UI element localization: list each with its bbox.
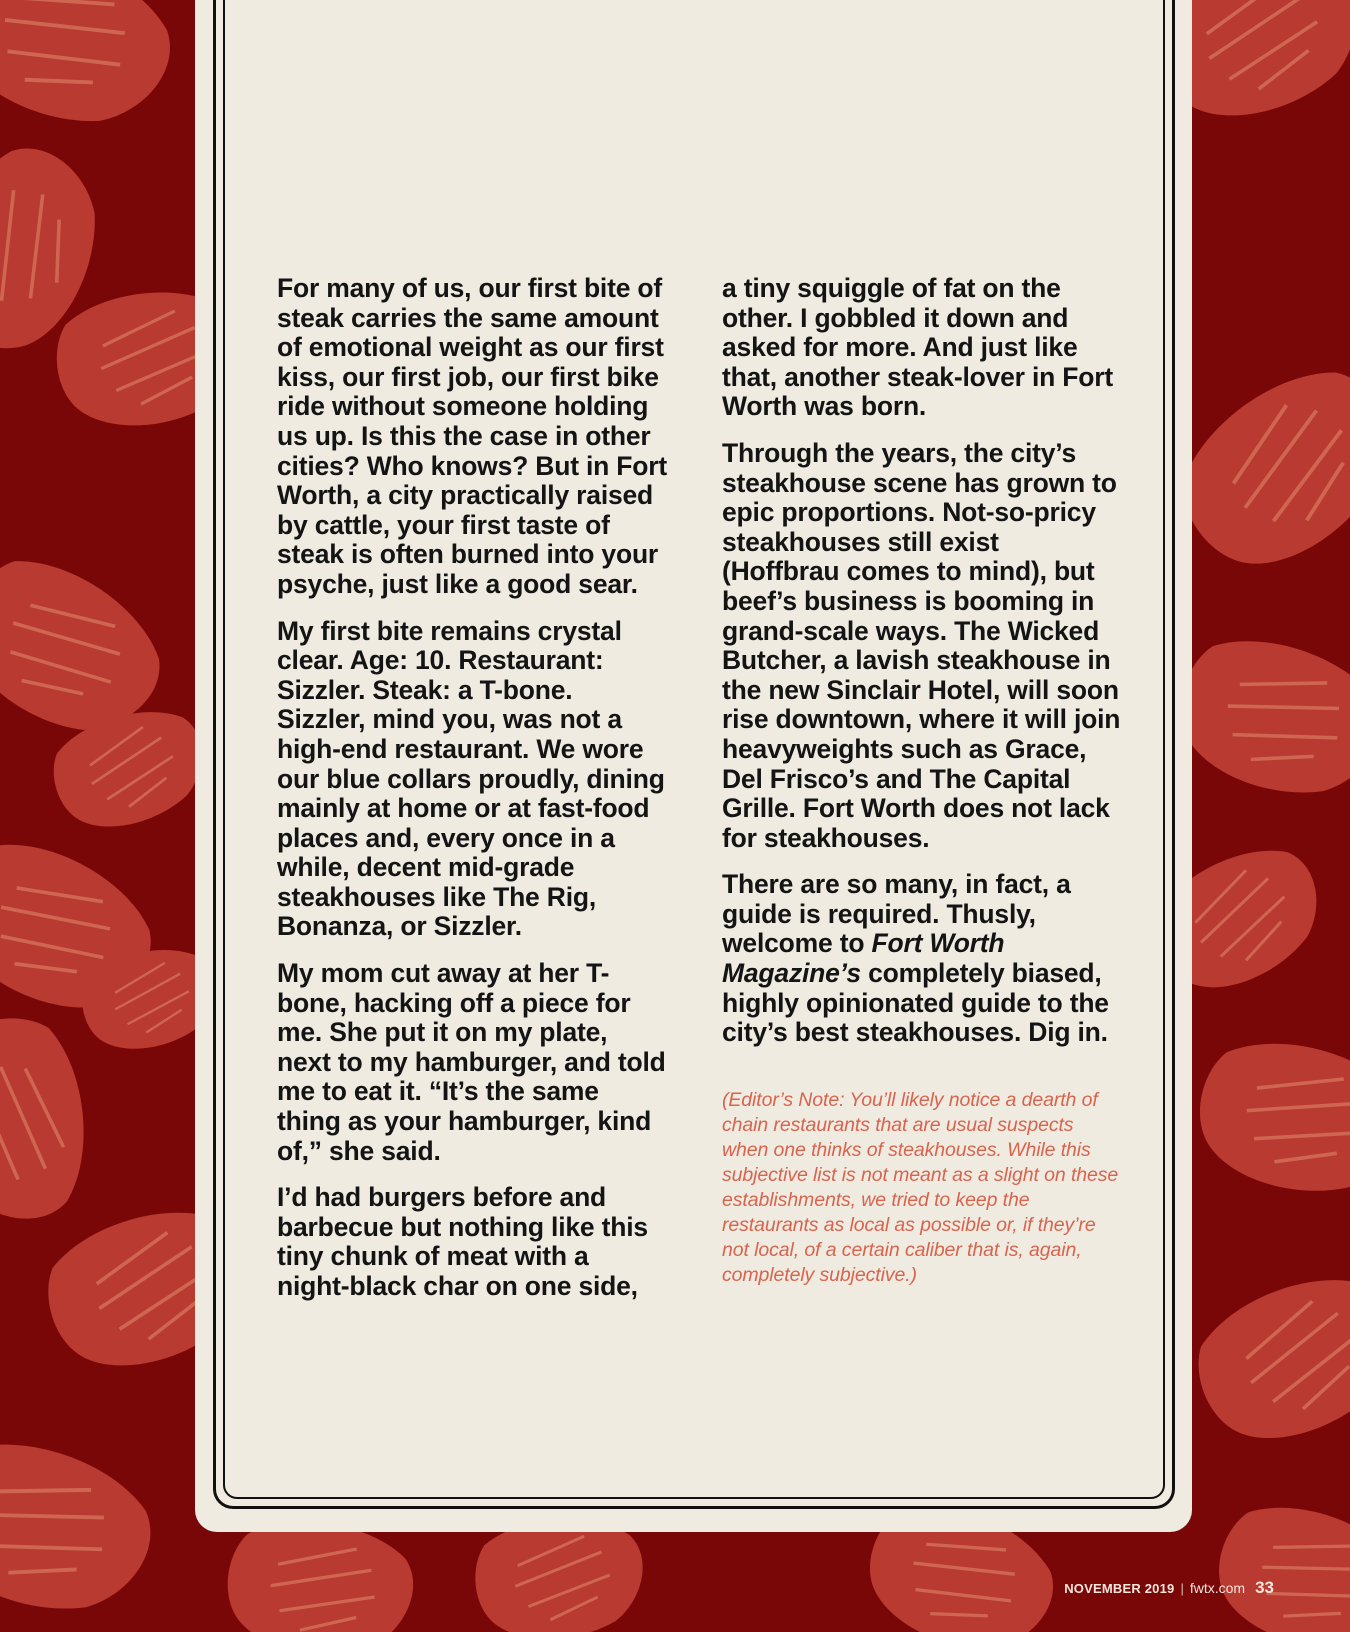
paragraph: My first bite remains crystal clear. Age: 10. Restaurant: Sizzler. Steak: a T-bone. Sizzler, mind you, was not a high-end restaurant. We wore our blue collars proudly, dining mainly at home or at fast-food places and, every once in a while, decent mid-grade steakhouses like The Rig, Bonanza, or Sizzler. bbox=[277, 615, 665, 942]
issue-date: NOVEMBER 2019 bbox=[1064, 1581, 1175, 1596]
editors-note: (Editor’s Note: You’ll likely notice a dearth of chain restaurants that are usual suspects when one thinks of steakhouses. While this subjective list is not meant as a slight on these establishments, we tried to keep the restaurants as local as possible or, if they’re not local, of a certain caliber that is, again, completely subjective.) bbox=[722, 1088, 1119, 1286]
page-footer bbox=[1064, 1578, 1274, 1598]
paragraph: I’d had burgers before and barbecue but nothing like this tiny chunk of meat with a night-black char on one side, bbox=[277, 1182, 648, 1301]
website-link[interactable]: fwtx.com bbox=[1189, 1580, 1246, 1596]
article-column-right bbox=[722, 274, 1122, 1288]
paragraph: My mom cut away at her T-bone, hacking off a piece for me. She put it on my plate, next to my hamburger, and told me to eat it. “It’s the same thing as your hamburger, kind of,” she said. bbox=[277, 958, 666, 1166]
closing-text-end: completely biased, highly opinionated guide to the city’s best steakhouses. Dig in. bbox=[722, 958, 1109, 1048]
paragraph: For many of us, our first bite of steak carries the same amount of emotional weight as our first kiss, our first job, our first bike ride without someone holding us up. Is this the case in other cities? Who knows? But in Fort Worth, a city practically raised by cattle, your first taste of steak is often burned into your psyche, just like a good sear. bbox=[277, 273, 668, 599]
closing-text-start: There are so many, in fact, a guide is required. Thusly, welcome to bbox=[722, 869, 1071, 959]
article-column-left bbox=[277, 274, 667, 1319]
closing-paragraph bbox=[722, 870, 1122, 1048]
paragraph: Through the years, the city’s steakhouse scene has grown to epic proportions. Not-so-pricy steakhouses still exist (Hoffbrau comes to mind), but beef’s business is booming in grand-scale ways. The Wicked Butcher, a lavish steakhouse in the new Sinclair Hotel, will soon rise downtown, where it will join heavyweights such as Grace, Del Frisco’s and The Capital Grille. Fort Worth does not lack for steakhouses. bbox=[722, 437, 1121, 853]
paragraph: a tiny squiggle of fat on the other. I gobbled it down and asked for more. And just like that, another steak-lover in Fort Worth was born. bbox=[722, 273, 1113, 422]
magazine-title: Fort Worth Magazine’s bbox=[722, 928, 1005, 989]
page-number: 33 bbox=[1255, 1578, 1274, 1597]
footer-separator: | bbox=[1180, 1581, 1184, 1596]
